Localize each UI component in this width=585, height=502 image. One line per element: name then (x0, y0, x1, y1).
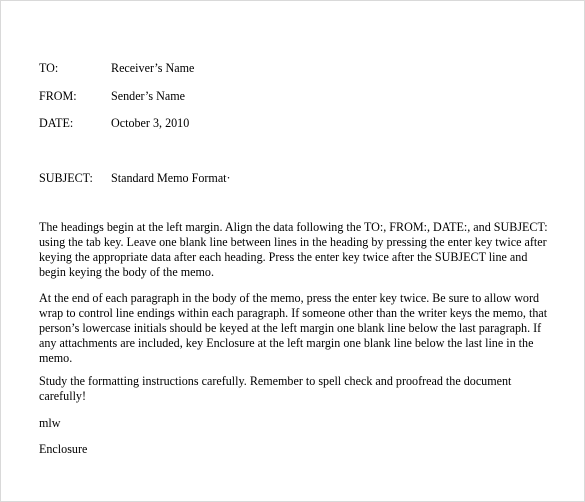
to-label: TO: (39, 61, 59, 75)
paragraph-line: carefully! (39, 389, 86, 403)
enclosure-notation: Enclosure (39, 442, 88, 456)
date-value: October 3, 2010 (111, 116, 190, 130)
body-paragraph-study (39, 374, 564, 404)
paragraph-line: The headings begin at the left margin. Align the data following the TO:, FROM:, DATE:, and SUBJECT: (39, 220, 548, 234)
paragraph-line: memo. (39, 351, 73, 365)
body-paragraph-headings (39, 220, 564, 280)
paragraph-line: using the tab key. Leave one blank line between lines in the heading by pressing the enter key twice after (39, 235, 547, 249)
body-paragraph-enter-key (39, 291, 564, 366)
paragraph-line: At the end of each paragraph in the body of the memo, press the enter key twice. Be sure to allow word (39, 291, 540, 305)
paragraph-line: Study the formatting instructions carefully. Remember to spell check and proofread the document (39, 374, 512, 388)
paragraph-line: any attachments are included, key Enclosure at the left margin one blank line below the last line in the (39, 336, 534, 350)
writer-initials: mlw (39, 416, 61, 430)
from-label: FROM: (39, 89, 77, 103)
to-value: Receiver’s Name (111, 61, 195, 75)
paragraph-line: begin keying the body of the memo. (39, 265, 214, 279)
from-value: Sender’s Name (111, 89, 185, 103)
paragraph-line: person’s lowercase initials should be keyed at the left margin one blank line below the last paragraph. If (39, 321, 542, 335)
subject-value: Standard Memo Format· (111, 171, 231, 185)
date-label: DATE: (39, 116, 74, 130)
subject-label: SUBJECT: (39, 171, 93, 185)
paragraph-line: keying the appropriate data after each heading. Press the enter key twice after the SUBJECT line and (39, 250, 528, 264)
paragraph-line: wrap to control line endings within each paragraph. If someone other than the writer keys the memo, that (39, 306, 548, 320)
